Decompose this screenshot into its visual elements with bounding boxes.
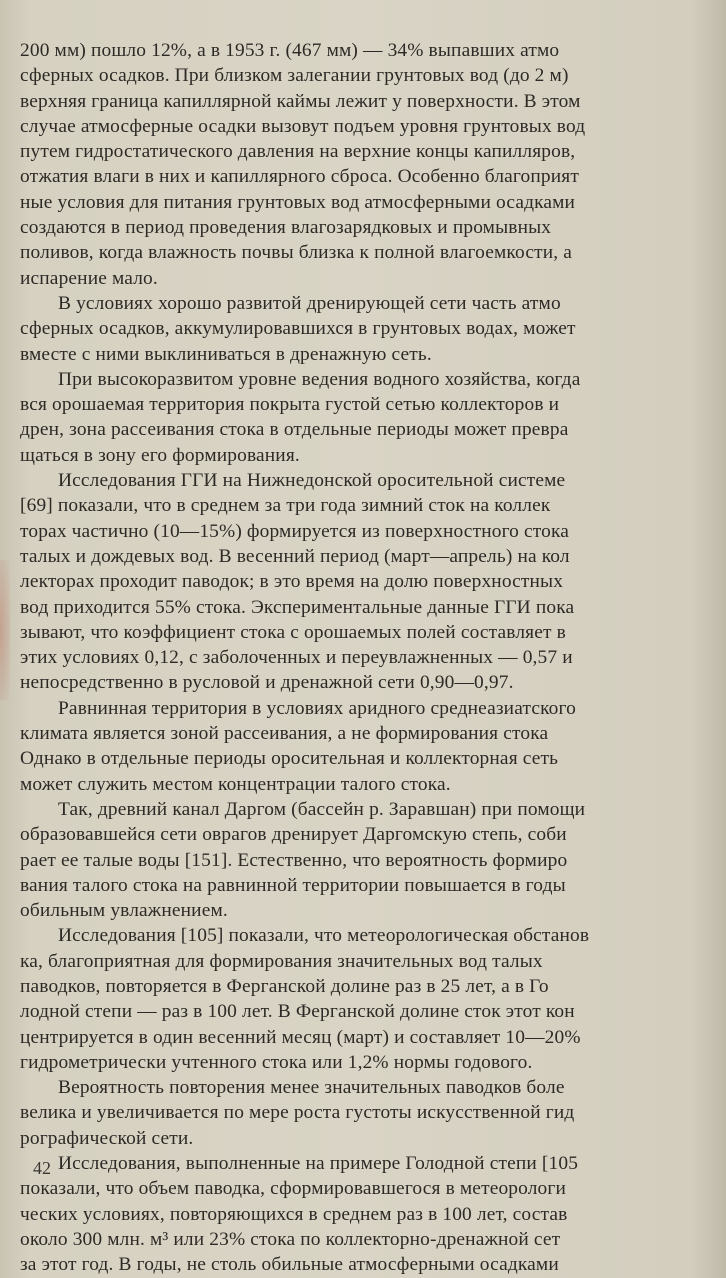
book-page-text (0, 38, 726, 1278)
paragraph (20, 696, 726, 797)
text-line: зывают, что коэффициент стока с орошаемых полей составляет в (20, 621, 566, 643)
text-line: центрируется в один весенний месяц (март) и составляет 10—20% (20, 1026, 581, 1048)
text-line: непосредственно в русловой и дренажной сети 0,90—0,97. (20, 672, 514, 694)
text-line: климата является зоной рассеивания, а не формирования стока (20, 723, 549, 745)
text-line: лодной степи — раз в 100 лет. В Ферганской долине сток этот кон (20, 1001, 575, 1023)
text-line: может служить местом концентрации талого стока. (20, 773, 451, 795)
text-line: сферных осадков. При близком залегании грунтовых вод (до 2 м) (20, 65, 569, 87)
text-line: В условиях хорошо развитой дренирующей сети часть атмо (58, 292, 561, 314)
text-line: Исследования, выполненные на примере Голодной степи [105 (58, 1153, 579, 1175)
text-line: показали, что объем паводка, сформировавшегося в метеорологи (20, 1178, 567, 1200)
text-line: этих условиях 0,12, с заболоченных и переувлажненных — 0,57 и (20, 647, 573, 669)
page-number: 42 (33, 1158, 51, 1178)
text-line: паводков, повторяется в Ферганской долине раз в 25 лет, а в Го (20, 975, 549, 997)
text-line: Исследования ГГИ на Нижнедонской оросительной системе (58, 470, 566, 492)
paragraph (20, 797, 726, 923)
text-line: лекторах проходит паводок; в это время на долю поверхностных (20, 571, 564, 593)
paragraph (20, 1075, 726, 1151)
text-line: гидрометрически учтенного стока или 1,2% нормы годового. (20, 1051, 533, 1073)
text-line: рает ее талые воды [151]. Естественно, что вероятность формиро (20, 849, 568, 871)
text-line: сферных осадков, аккумулировавшихся в грунтовых водах, может (20, 318, 576, 340)
text-line: испарение мало. (20, 267, 158, 289)
text-line: Исследования [105] показали, что метеорологическая обстанов (58, 925, 590, 947)
paragraph (20, 38, 726, 291)
text-line: Так, древний канал Даргом (бассейн р. Заравшан) при помощи (58, 798, 586, 820)
text-line: вод приходится 55% стока. Экспериментальные данные ГГИ пока (20, 596, 575, 618)
paragraph (20, 1151, 726, 1277)
text-line: Однако в отдельные периоды оросительная и коллекторная сеть (20, 748, 559, 770)
text-line: велика и увеличивается по мере роста густоты искусственной гид (20, 1102, 575, 1124)
text-line: талых и дождевых вод. В весенний период (март—апрель) на кол (20, 545, 570, 567)
text-line: ка, благоприятная для формирования значительных вод талых (20, 950, 543, 972)
paragraph (20, 367, 726, 468)
text-line: верхняя граница капиллярной каймы лежит у поверхности. В этом (20, 90, 581, 112)
text-line: дрен, зона рассеивания стока в отдельные периоды может превра (20, 419, 569, 441)
paragraph (20, 291, 726, 367)
text-line: вания талого стока на равнинной территории повышается в годы (20, 874, 566, 896)
text-line: за этот год. В годы, не столь обильные атмосферными осадками (20, 1254, 559, 1276)
paragraph (20, 468, 726, 696)
text-line: отжатия влаги в них и капиллярного сброса. Особенно благоприят (20, 166, 579, 188)
text-line: щаться в зону его формирования. (20, 444, 300, 466)
text-line: вместе с ними выклиниваться в дренажную сеть. (20, 343, 432, 365)
text-line: случае атмосферные осадки вызовут подъем уровня грунтовых вод (20, 115, 586, 137)
text-line: путем гидростатического давления на верхние концы капилляров, (20, 141, 576, 163)
text-line: рографической сети. (20, 1127, 194, 1149)
text-line: [69] показали, что в среднем за три года зимний сток на коллек (20, 495, 551, 517)
text-line: торах частично (10—15%) формируется из поверхностного стока (20, 520, 570, 542)
text-line: При высокоразвитом уровне ведения водного хозяйства, когда (58, 368, 581, 390)
paragraph (20, 923, 726, 1075)
text-line: обильным увлажнением. (20, 900, 228, 922)
text-line: образовавшейся сети оврагов дренирует Даргомскую степь, соби (20, 824, 567, 846)
text-line: Вероятность повторения менее значительных паводков боле (58, 1077, 565, 1099)
text-line: Равнинная территория в условиях аридного среднеазиатского (58, 697, 576, 719)
text-line: создаются в период проведения влагозарядковых и промывных (20, 217, 552, 239)
text-line: 200 мм) пошло 12%, а в 1953 г. (467 мм) — 34% выпавших атмо (20, 40, 560, 61)
text-line: ные условия для питания грунтовых вод атмосферными осадками (20, 191, 576, 213)
text-line: вся орошаемая территория покрыта густой сетью коллекторов и (20, 394, 560, 416)
text-line: поливов, когда влажность почвы близка к полной влагоемкости, а (20, 242, 573, 264)
text-line: ческих условиях, повторяющихся в среднем раз в 100 лет, состав (20, 1203, 568, 1225)
text-line: около 300 млн. м³ или 23% стока по коллекторно-дренажной сет (20, 1228, 561, 1250)
